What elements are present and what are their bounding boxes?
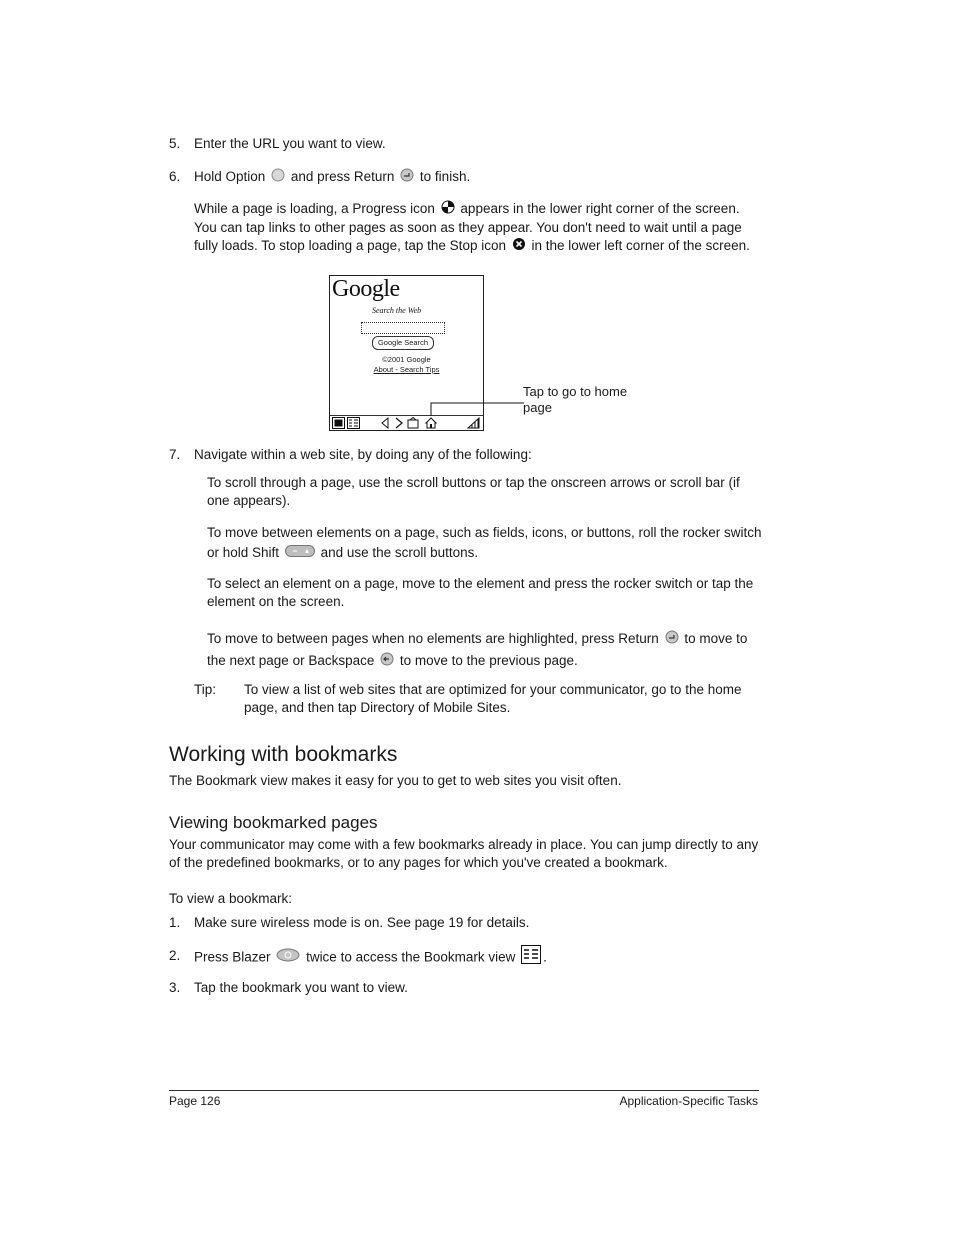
blazer-key-icon [276,947,300,969]
footer-rule [169,1090,759,1091]
select-element-paragraph: To select an element on a page, move to the element and press the rocker switch or tap the element on the screen. [207,576,754,609]
signal-strength-icon [467,417,480,431]
move-pages-part-c: to move to the previous page. [399,652,578,668]
loading-paragraph [194,200,764,256]
forward-arrow-icon [395,417,403,431]
return-key-icon [665,629,679,650]
backspace-key-icon [380,651,394,672]
procedure-title: To view a bookmark: [169,891,293,906]
move-elements-part-b: and use the scroll buttons. [320,545,479,560]
bookmark-step-2-text [194,945,547,971]
scroll-paragraph: To scroll through a page, use the scroll buttons or tap the onscreen arrows or scroll bar (if one appears). [207,475,740,508]
loading-part-c: in the lower left corner of the screen. [531,238,750,254]
browser-toolbar [330,415,483,431]
back-arrow-icon [380,417,390,431]
progress-icon [441,200,455,219]
step-7-number: 7. [169,447,181,462]
shift-key-icon [285,543,315,563]
step-6-part-a: Hold Option [194,169,266,185]
section-heading: Working with bookmarks [169,743,398,766]
bookmark-step-2-number: 2. [169,948,181,963]
about-links: About - Search Tips [373,365,440,374]
bookmark-step-2-part-b: twice to access the Bookmark view [306,949,516,965]
home-icon [425,417,437,431]
step-5-number: 5. [169,136,181,151]
return-key-icon [400,168,414,187]
footer-page-number: Page 126 [169,1094,221,1108]
step-6-number: 6. [169,169,181,184]
option-key-icon [271,168,285,187]
stop-icon [512,237,526,256]
bookmark-step-2-part-c: . [543,949,547,965]
step-7-text: Navigate within a web site, by doing any of the following: [194,447,532,462]
subsection-heading: Viewing bookmarked pages [169,813,378,832]
callout-line [430,399,525,417]
tip-label: Tip: [194,682,217,697]
loading-part-a: While a page is loading, a Progress icon [194,201,435,217]
move-pages-part-a: To move to between pages when no elements are highlighted, press Return [207,631,659,646]
move-elements-part-a: To move between elements on a page, such as fields, icons, or buttons, roll the rocker switch or hold Shift [207,525,762,560]
bookmark-view-icon [347,417,360,431]
bookmark-step-3-text: Tap the bookmark you want to view. [194,980,408,995]
search-field [361,322,445,334]
move-elements-paragraph [207,523,762,563]
move-pages-part-b: to move to the next page or Backspace [207,631,748,668]
bookmark-step-1-text: Make sure wireless mode is on. See page 19 for details. [194,915,530,930]
bookmark-step-2-part-a: Press Blazer [194,949,271,965]
home-page-callout: Tap to go to home page [523,384,628,415]
page-view-icon [332,417,345,431]
subsection-intro: Your communicator may come with a few bookmarks already in place. You can jump directly to any of the predefined bookmarks, or to any pages for which you've created a bookmark. [169,837,759,870]
section-intro: The Bookmark view makes it easy for you to get to web sites you visit often. [169,773,622,788]
loading-part-b: appears in the lower right corner of the screen. You can tap links to other pages as soon as they appear. You don't need to wait until a page fully loads. To stop loading a page, tap the Stop icon [194,201,742,254]
copyright-text: ©2001 Google [382,355,431,364]
step-6-part-c: to finish. [419,169,471,185]
search-tagline: Search the Web [372,306,422,315]
step-5-text: Enter the URL you want to view. [194,136,386,151]
bookmark-view-icon [521,945,541,971]
step-6-part-b: and press Return [290,169,395,185]
google-logo: Google [332,276,400,302]
google-search-button: Google Search [372,336,434,350]
refresh-icon [407,417,419,431]
footer-section-title: Application-Specific Tasks [619,1094,758,1108]
step-6-text [194,168,470,187]
move-pages-paragraph [207,628,762,672]
bookmark-step-3-number: 3. [169,980,181,995]
tip-text: To view a list of web sites that are optimized for your communicator, go to the home page, and then tap Directory of Mobile Sites. [244,682,742,715]
bookmark-step-1-number: 1. [169,915,181,930]
